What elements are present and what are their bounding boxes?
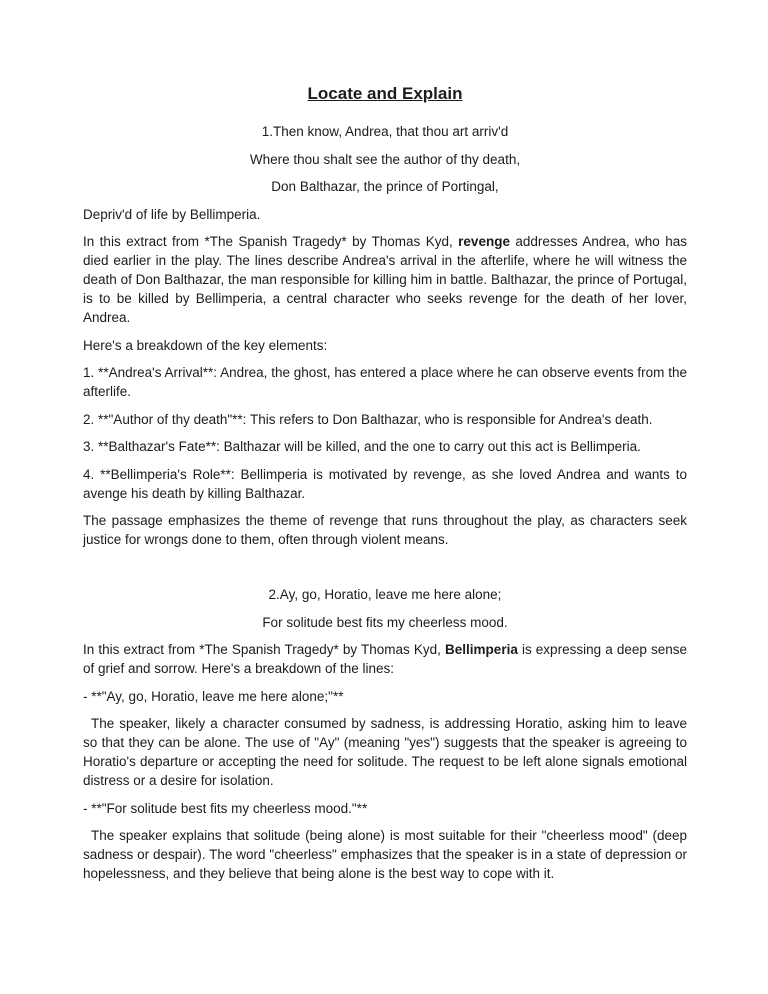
- section1-item-2: 2. **"Author of thy death"**: This refers to Don Balthazar, who is responsible for Andrea's death.: [83, 411, 653, 427]
- quote1-line-4: Depriv'd of life by Bellimperia.: [83, 206, 261, 222]
- section2-point-2-label: - **"For solitude best fits my cheerless mood."**: [83, 800, 368, 816]
- quote1-line-1: 1.Then know, Andrea, that thou art arriv'd: [261, 124, 509, 139]
- quote2-line-2: For solitude best fits my cheerless mood.: [262, 614, 508, 630]
- section1-breakdown-heading: Here's a breakdown of the key elements:: [83, 337, 328, 353]
- section2-intro-pre: In this extract from *The Spanish Tragedy* by Thomas Kyd,: [83, 642, 446, 657]
- section2-point-1-label: - **"Ay, go, Horatio, leave me here alone;"**: [83, 688, 344, 704]
- quote2-line-1: 2.Ay, go, Horatio, leave me here alone;: [268, 587, 502, 602]
- section1-item-3: 3. **Balthazar's Fate**: Balthazar will be killed, and the one to carry out this act is Bellimperia.: [83, 439, 641, 454]
- section1-item-1: 1. **Andrea's Arrival**: Andrea, the ghost, has entered a place where he can observe events from the afterlife.: [83, 365, 687, 399]
- document-title: Locate and Explain: [307, 84, 463, 103]
- section2-intro-bold-word: Bellimperia: [445, 642, 518, 657]
- section1-intro-bold-word: revenge: [458, 234, 510, 249]
- section1-intro-pre: In this extract from *The Spanish Tragedy* by Thomas Kyd,: [83, 234, 459, 249]
- section1-intro-paragraph: [83, 232, 687, 327]
- section2-intro-paragraph: [83, 640, 687, 678]
- section2-intro-post: is expressing a deep sense of grief and sorrow. Here's a breakdown of the lines:: [83, 642, 687, 676]
- section1-item-4: 4. **Bellimperia's Role**: Bellimperia is motivated by revenge, as she loved Andrea and wants to avenge his death by killing Balthazar.: [83, 466, 687, 501]
- section-separator: [83, 558, 687, 577]
- section1-conclusion: The passage emphasizes the theme of revenge that runs throughout the play, as characters seek justice for wrongs done to them, often through violent means.: [83, 513, 687, 547]
- section2-point-1-explanation: The speaker, likely a character consumed by sadness, is addressing Horatio, asking him to leave so that they can be alone. The use of "Ay" (meaning "yes") suggests that the speaker is agreeing to Horatio's departure or accepting the need for solitude. The request to be left alone signals emotional distress or a desire for isolation.: [83, 716, 687, 788]
- section1-intro-post: addresses Andrea, who has died earlier in the play. The lines describe Andrea's arrival in the afterlife, where he will witness the death of Don Balthazar, the man responsible for killing him in battle. Balthazar, the prince of Portugal, is to be killed by Bellimperia, a central character who seeks revenge for the death of her lover, Andrea.: [83, 234, 688, 325]
- quote1-line-3: Don Balthazar, the prince of Portingal,: [271, 179, 499, 194]
- quote1-line-2: Where thou shalt see the author of thy death,: [249, 151, 521, 167]
- section2-point-2-explanation: The speaker explains that solitude (being alone) is most suitable for their "cheerless mood" (deep sadness or despair). The word "cheerless" emphasizes that the speaker is in a state of depression or hopelessness, and they believe that being alone is the best way to cope with it.: [83, 828, 687, 881]
